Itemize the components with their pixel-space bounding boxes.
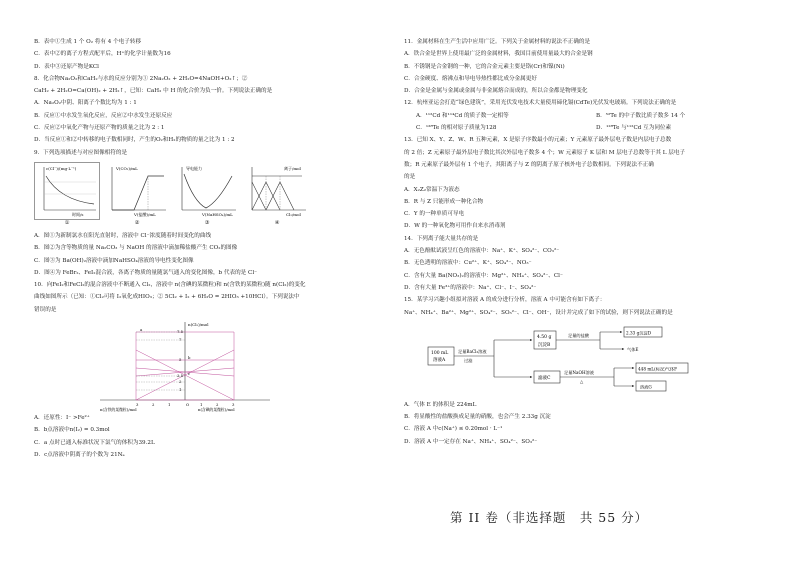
q15-stem-1: 15．某学习兴趣小组拟对溶液 A 的成分进行分析，溶液 A 中可能含有如下离子： [404, 297, 606, 304]
q10-xtick-right-1: 1 [200, 402, 203, 408]
flow-step2: 足量的盐酸 [568, 332, 589, 338]
q14-option-c: C．含有大量 Ba(NO₃)₂的溶液中：Mg²⁺、NH₄⁺、SO₄²⁻、Cl⁻ [404, 272, 563, 279]
q9-fig3-xlabel: V(NaHSO₄)/mL [202, 211, 233, 217]
q9-fig2-label: ② [134, 219, 140, 226]
q8-option-b: B．反应①中水发生氧化反应，反应②中水发生还原反应 [34, 112, 173, 119]
q11-option-c: C．合金硬度、熔沸点和导电导热性都比成分金属更好 [404, 75, 537, 82]
q12-option-c: C．¹²⁸Te 的相对原子质量为128 [416, 125, 497, 132]
q9-option-c: C．图③为 Ba(OH)₂溶液中滴加NaHSO₄溶液的导电性变化图像 [34, 257, 194, 264]
q13-option-c: C．Y 的一种单质可导电 [404, 211, 465, 218]
flow-precip-line2: 沉淀B [538, 342, 551, 348]
q8-option-a: A．Na₂O₂中阴、阳离子个数比均为 1 : 1 [34, 100, 137, 107]
q12-option-a: A．¹¹²Cd 和¹¹⁴Cd 的质子数一定相等 [416, 112, 509, 119]
q9-fig2-xlabel: V(盐酸)/mL [134, 211, 156, 217]
question-11 [404, 36, 764, 97]
q12-option-b: B．⁵²Te 的中子数比质子数多 14 个 [596, 112, 686, 119]
q10-xtick-left-3: 1 [168, 402, 171, 408]
q7-option-c: C．表中②的离子方程式配平后，H⁺的化学计量数为16 [34, 51, 171, 58]
flow-solution-g: 溶液G [640, 384, 652, 390]
q9-fig3-label: ③ [204, 219, 210, 226]
q11-option-b: B．不锈钢是合金钢的一种，它的合金元素主要是铬(Cr)和镍(Ni) [404, 63, 565, 70]
q15-option-b: B．将显酸性的盐酸换成足量的硝酸，也会产生 2.33g 沉淀 [404, 414, 551, 421]
q10-xtick-left-2: 2 [152, 402, 155, 408]
q9-fig2-ylabel: V(CO₂)/mL [116, 165, 138, 171]
q9-option-b: B．图②为含等物质的量 Na₂CO₃ 与 NaOH 的溶液中滴加稀盐酸产生 CO₂的图像 [34, 245, 238, 252]
q12-stem: 12．杭州亚运会打造“绿色建筑”，采用光伏发电技术大量使用碲化镉(CdTe)光伏发电玻璃。下列说法正确的是 [404, 100, 677, 107]
q13-stem-1: 13．已知 X、Y、Z、W、R 五种元素，X 是原子序数最小的元素；Y 元素原子最外层电子数是内层电子总数 [404, 137, 672, 144]
q8-option-d: D．当反应①和②中转移的电子数相同时，产生的O₂和H₂的物质的量之比为 1 : 2 [34, 137, 235, 144]
right-column [404, 36, 764, 448]
question-14 [404, 233, 764, 294]
question-13 [404, 134, 764, 232]
question-9 [34, 147, 386, 279]
q10-option-d: D．c点溶液中阴离子的个数为 21Nₐ [34, 451, 125, 458]
q10-xtick-right-2: 2 [216, 402, 219, 408]
q13-option-b: B．R 与 Z 只能形成一种化合物 [404, 198, 484, 205]
flow-start-line2: 溶液A [433, 357, 446, 363]
q10-option-a: A．还原性：I⁻ >Fe²⁺ [34, 415, 90, 422]
q10-ytick-6: 1 [179, 387, 182, 393]
q9-fig1-label: ① [64, 219, 70, 226]
q11-option-a: A．铁合金是世界上使用最广泛的金属材料，我国目前使用量最大的合金是钢 [404, 51, 593, 58]
q15-option-a: A．气体 E 的体积是 224mL [404, 401, 477, 408]
q10-ytick-4: 2.5 [177, 373, 184, 379]
q9-fig4-label: ④ [274, 219, 280, 226]
q10-stem-1: 10．向FeI₂和FeCl₂的混合溶液中不断通入 Cl₂，溶液中 n(含碘的某微粒)和 n(含铁的某微粒)随 n(Cl₂)的变化 [34, 282, 306, 289]
q13-option-a: A．X₂Z₂常温下为液态 [404, 186, 460, 193]
q13-option-d: D．W 的一种氧化物可用作自来水消毒剂 [404, 223, 506, 230]
q13-stem-2: 的 2 倍；Z 元素原子最外层电子数比其次外层电子数多 4 个；W 元素原子 K 层和 M 层电子总数等于其 L 层电子 [404, 149, 686, 156]
flow-step1: 足量BaCl₂溶液 [458, 348, 487, 354]
q10-xtick-right-3: 3 [232, 402, 235, 408]
q10-point-origin: O [186, 402, 190, 408]
q10-xtick-left-1: 3 [136, 402, 139, 408]
question-10 [34, 279, 386, 461]
q14-option-a: A．无色酚酞试液呈红色的溶液中：Na⁺、K⁺、SO₄²⁻、CO₃²⁻ [404, 248, 560, 255]
q13-stem-3: 数；R 元素原子最外层有 1 个电子，其阳离子与 Z 的阴离子原子核外电子总数相同。下列说法不正确 [404, 161, 654, 168]
q14-option-b: B．无色透明的溶液中：Cu²⁺、K⁺、SO₄²⁻、NO₃⁻ [404, 260, 532, 267]
q10-stem-3: 错误的是 [34, 306, 57, 313]
flow-filtrate: 滤液C [538, 375, 551, 381]
q9-figure-3 [174, 162, 240, 226]
q10-ytick-1: 7.5 [177, 329, 184, 335]
q15-stem-2: Na⁺、NH₄⁺、Ba²⁺、Mg²⁺、SO₄²⁻、SO₃²⁻、Cl⁻、OH⁻，设计并完成了如下的试验，则下列说法正确的是 [404, 309, 673, 316]
q14-stem: 14．下列离子能大量共存的是 [404, 235, 479, 242]
q12-options-row-1 [404, 110, 764, 122]
flow-gas-f: 448 mL(标况)气体F [638, 366, 677, 372]
q10-ytick-2: 7 [179, 337, 182, 343]
q9-graph-1 [34, 162, 100, 220]
q9-figure-1 [34, 162, 100, 226]
question-12 [404, 97, 764, 134]
q10-graph [96, 320, 274, 412]
q10-option-c: C．a 点时已通入标准状况下氯气的体积为39.2L [34, 439, 155, 446]
q8-stem-2: CaH₂ + 2H₂O=Ca(OH)₂ + 2H₂↑，已知：CaH₂ 中 H 的化合价为负一价。下列说法正确的是 [34, 88, 273, 95]
flow-sediment-d: 2.33 g沉淀D [626, 330, 652, 336]
q15-option-d: D．溶液 A 中一定存在 Na⁺、NH₄⁺、SO₄²⁻、SO₃²⁻ [404, 438, 538, 445]
q8-option-c: C．反应②中氧化产物与还原产物的质量之比为 2 : 1 [34, 125, 165, 132]
q9-option-d: D．图④为 FeBr₂、FeI₂混合液，各离子物质的量随氯气通入的变化图像，b 代表的是 Cl⁻ [34, 269, 258, 276]
flow-start-line1: 100 mL [431, 350, 449, 356]
q11-stem: 11．金属材料在生产生活中应用广泛。下列关于金属材料的说法不正确的是 [404, 39, 591, 45]
flow-step3b: △ [580, 378, 584, 384]
q10-xlabel-left: n(含铁的某微粒)/mol [100, 407, 137, 413]
q9-fig4-xlabel: Cl₂/mol [286, 211, 301, 217]
q9-fig1-xlabel: 时间/s [72, 211, 84, 217]
q9-graph-4 [244, 162, 310, 220]
q9-figure-row [34, 162, 386, 226]
q7-options [34, 36, 386, 73]
q9-fig4-ylabel: 离子/mol [284, 165, 301, 171]
section-2-title: 第 II 卷（非选择题 共 55 分） [450, 510, 649, 525]
q8-stem-1: 8．化合物Na₂O₂和CaH₂与水的反应分别为① 2Na₂O₂ + 2H₂O=4NaOH+O₂↑；② [34, 75, 248, 82]
q10-stem-2: 曲线如图所示（已知：①Cl₂可将 I₂氧化成HIO₃；② 5Cl₂ + I₂ + 6H₂O = 2HIO₃ +10HCl）。下列说法中 [34, 294, 300, 301]
q10-point-c: c [188, 371, 191, 377]
q9-fig3-ylabel: 导电能力 [186, 165, 202, 171]
q9-fig1-ylabel: c(Cl⁻)/(mg·L⁻¹) [46, 165, 77, 171]
q7-option-d: D．表中③还原产物是KCl [34, 63, 99, 70]
flow-step1b: 过滤 [464, 357, 473, 363]
q15-flowchart-svg [424, 325, 754, 395]
q9-figure-2 [104, 162, 170, 226]
q13-stem-4: 的是 [404, 174, 416, 181]
flow-gas-e: 气体E [627, 346, 639, 352]
q9-option-a: A．图①为新制氯水在阳光直射时，溶液中 Cl⁻浓度随着时间变化的曲线 [34, 232, 212, 239]
question-8 [34, 73, 386, 147]
q9-graph-2 [104, 162, 170, 220]
question-15 [404, 294, 764, 448]
q9-stem: 9．下列选项描述与对应图像相符的是 [34, 149, 128, 156]
q10-ylabel: n(Cl₂)/mol [188, 322, 209, 328]
q12-option-d: D．¹²⁸Te 与¹¹²Cd 互为同位素 [596, 125, 672, 132]
q15-flowchart [424, 325, 754, 395]
q10-ytick-3: 5 [179, 357, 182, 363]
flow-step3: 足量NaOH溶液 [564, 369, 594, 375]
q10-ytick-5: 2 [179, 379, 182, 385]
q10-option-b: B．b点溶液中n(I₂) = 0.3mol [34, 427, 110, 434]
q12-options-row-2 [404, 122, 764, 134]
flow-precip-line1: 4.50 g [537, 334, 552, 340]
q10-graph-svg [96, 320, 274, 412]
q15-option-c: C．溶液 A 中c(Na⁺) ≤ 0.20mol · L⁻¹ [404, 426, 503, 433]
q9-figure-4 [244, 162, 310, 226]
left-column [34, 36, 386, 461]
q10-xlabel-right: n(含碘的某微粒)/mol [198, 407, 235, 413]
q14-option-d: D．含有大量 Fe³⁺的溶液中：Na⁺、Cl⁻、I⁻、SO₄²⁻ [404, 284, 537, 291]
q7-option-b: B．表中①生成 1 个 O₂ 将有 4 个电子转移 [34, 39, 142, 45]
q10-point-b: b [188, 355, 191, 361]
q9-graph-3 [174, 162, 240, 220]
q11-option-d: D．合金是金属与金属或金属与非金属熔合而成的，所以合金都是物理变化 [404, 88, 588, 95]
q10-point-a: a [140, 327, 143, 333]
